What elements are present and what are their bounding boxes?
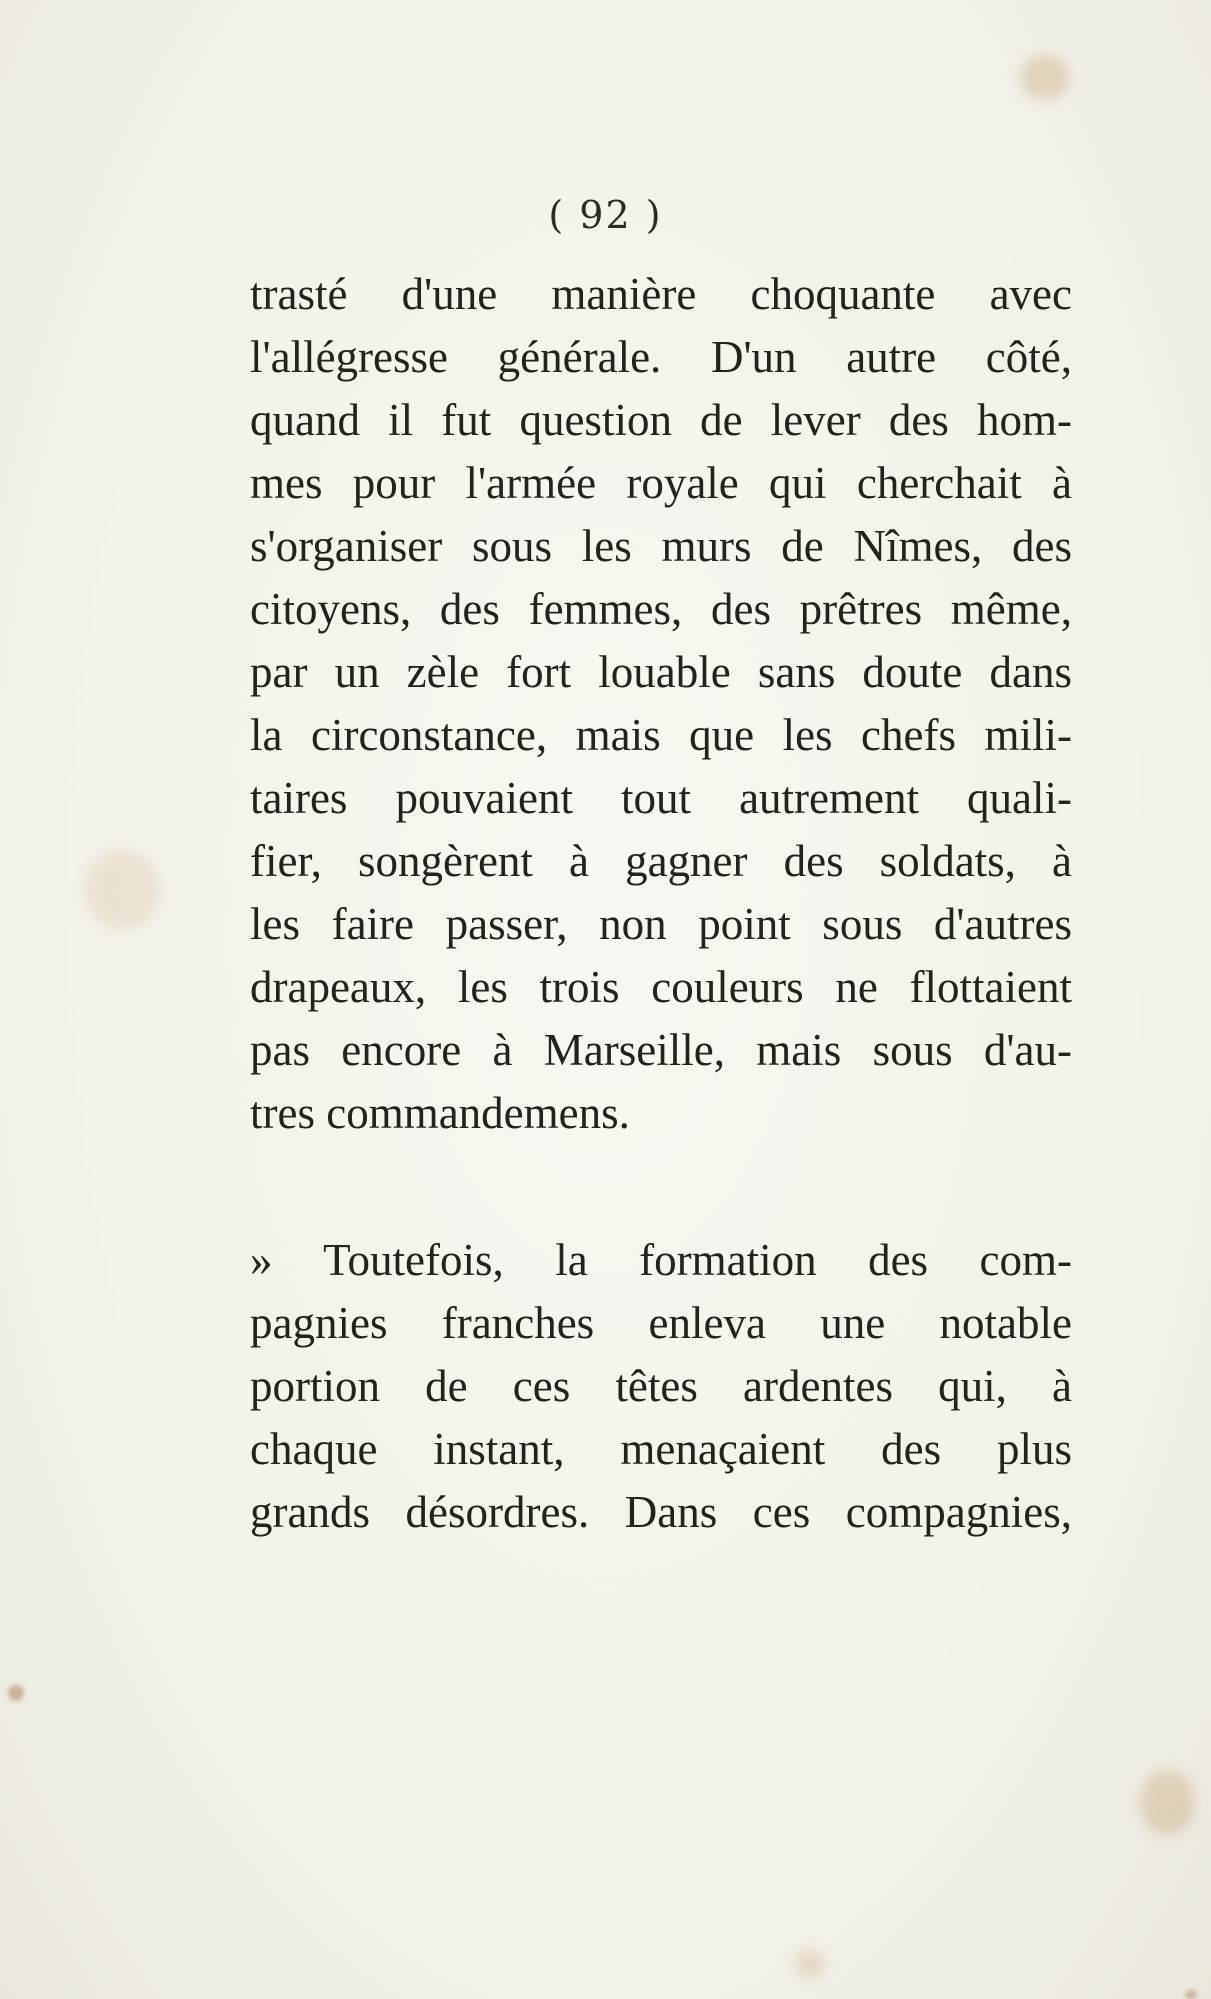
text-line: s'organiser sous les murs de Nîmes, des	[250, 521, 1072, 571]
foxing-stain	[1140, 1770, 1195, 1835]
text-line: drapeaux, les trois couleurs ne flottaient	[250, 962, 1072, 1012]
text-line: par un zèle fort louable sans doute dans	[250, 647, 1072, 697]
text-line: trasté d'une manière choquante avec	[250, 269, 1072, 319]
foxing-stain	[85, 850, 160, 930]
text-line: taires pouvaient tout autrement quali-	[250, 773, 1072, 823]
foxing-stain	[1020, 55, 1070, 100]
text-line: pas encore à Marseille, mais sous d'au-	[250, 1025, 1072, 1075]
foxing-stain	[8, 1685, 24, 1701]
page-number: ( 92 )	[548, 193, 663, 237]
paragraph-gap	[250, 1145, 1072, 1229]
text-line: chaque instant, menaçaient des plus	[250, 1424, 1072, 1474]
text-line: les faire passer, non point sous d'autres	[250, 899, 1072, 949]
text-line: quand il fut question de lever des hom-	[250, 395, 1072, 445]
text-line: pagnies franches enleva une notable	[250, 1298, 1072, 1348]
paragraph-2	[250, 1229, 1072, 1544]
text-line: portion de ces têtes ardentes qui, à	[250, 1361, 1072, 1411]
foxing-stain	[1185, 1990, 1197, 1999]
text-line: citoyens, des femmes, des prêtres même,	[250, 584, 1072, 634]
paragraph-1	[250, 263, 1072, 1145]
text-line: la circonstance, mais que les chefs mili-	[250, 710, 1072, 760]
text-line: tres commandemens.	[250, 1088, 630, 1138]
text-line: mes pour l'armée royale qui cherchait à	[250, 458, 1072, 508]
text-line: grands désordres. Dans ces compagnies,	[250, 1487, 1072, 1537]
text-line: » Toutefois, la formation des com-	[250, 1235, 1072, 1285]
body-text	[250, 263, 1072, 1544]
foxing-stain	[795, 1950, 825, 1978]
text-line: fier, songèrent à gagner des soldats, à	[250, 836, 1072, 886]
text-line: l'allégresse générale. D'un autre côté,	[250, 332, 1072, 382]
